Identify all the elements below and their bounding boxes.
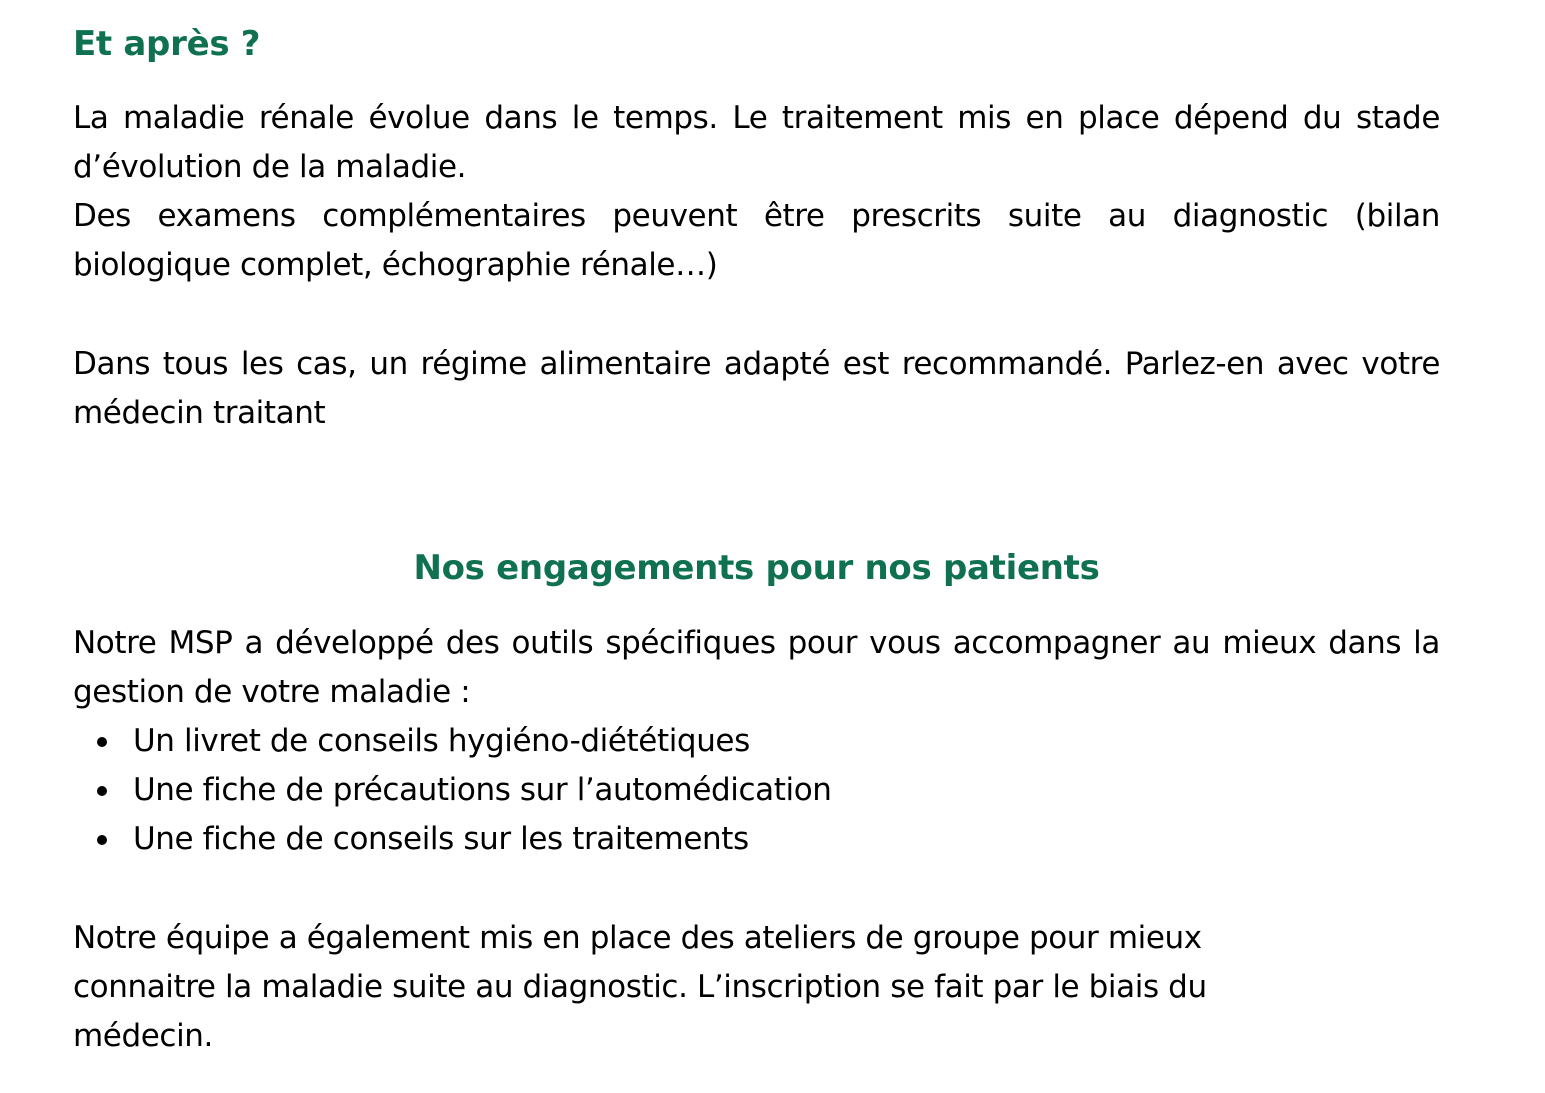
- paragraph-diet-recommendation: Dans tous les cas, un régime alimentaire adapté est recommandé. Parlez-en avec votre médecin traitant: [73, 346, 1440, 431]
- paragraph-group-workshops: Notre équipe a également mis en place des ateliers de groupe pour mieux connaitre la maladie suite au diagnostic. L’inscription se fait par le biais du médecin.: [73, 920, 1207, 1054]
- bullet-dot-icon: [97, 835, 107, 845]
- list-item-text: Un livret de conseils hygiéno-diététiques: [133, 723, 750, 759]
- section-title-after: Et après ?: [73, 24, 261, 64]
- list-item-text: Une fiche de conseils sur les traitements: [133, 821, 749, 857]
- list-item: [73, 766, 1440, 815]
- paragraph-additional-exams: Des examens complémentaires peuvent être prescrits suite au diagnostic (bilan biologique complet, échographie rénale…): [73, 198, 1440, 283]
- paragraph-disease-evolution: La maladie rénale évolue dans le temps. Le traitement mis en place dépend du stade d’évolution de la maladie.: [73, 100, 1440, 185]
- list-item: [73, 717, 1440, 766]
- list-item: [73, 815, 1440, 864]
- tools-list: [73, 717, 1440, 864]
- bullet-dot-icon: [97, 786, 107, 796]
- paragraph-commitments-intro: Notre MSP a développé des outils spécifiques pour vous accompagner au mieux dans la gestion de votre maladie :: [73, 625, 1440, 710]
- list-item-text: Une fiche de précautions sur l’automédication: [133, 772, 832, 808]
- section-title-commitments: Nos engagements pour nos patients: [413, 548, 1100, 588]
- bullet-dot-icon: [97, 737, 107, 747]
